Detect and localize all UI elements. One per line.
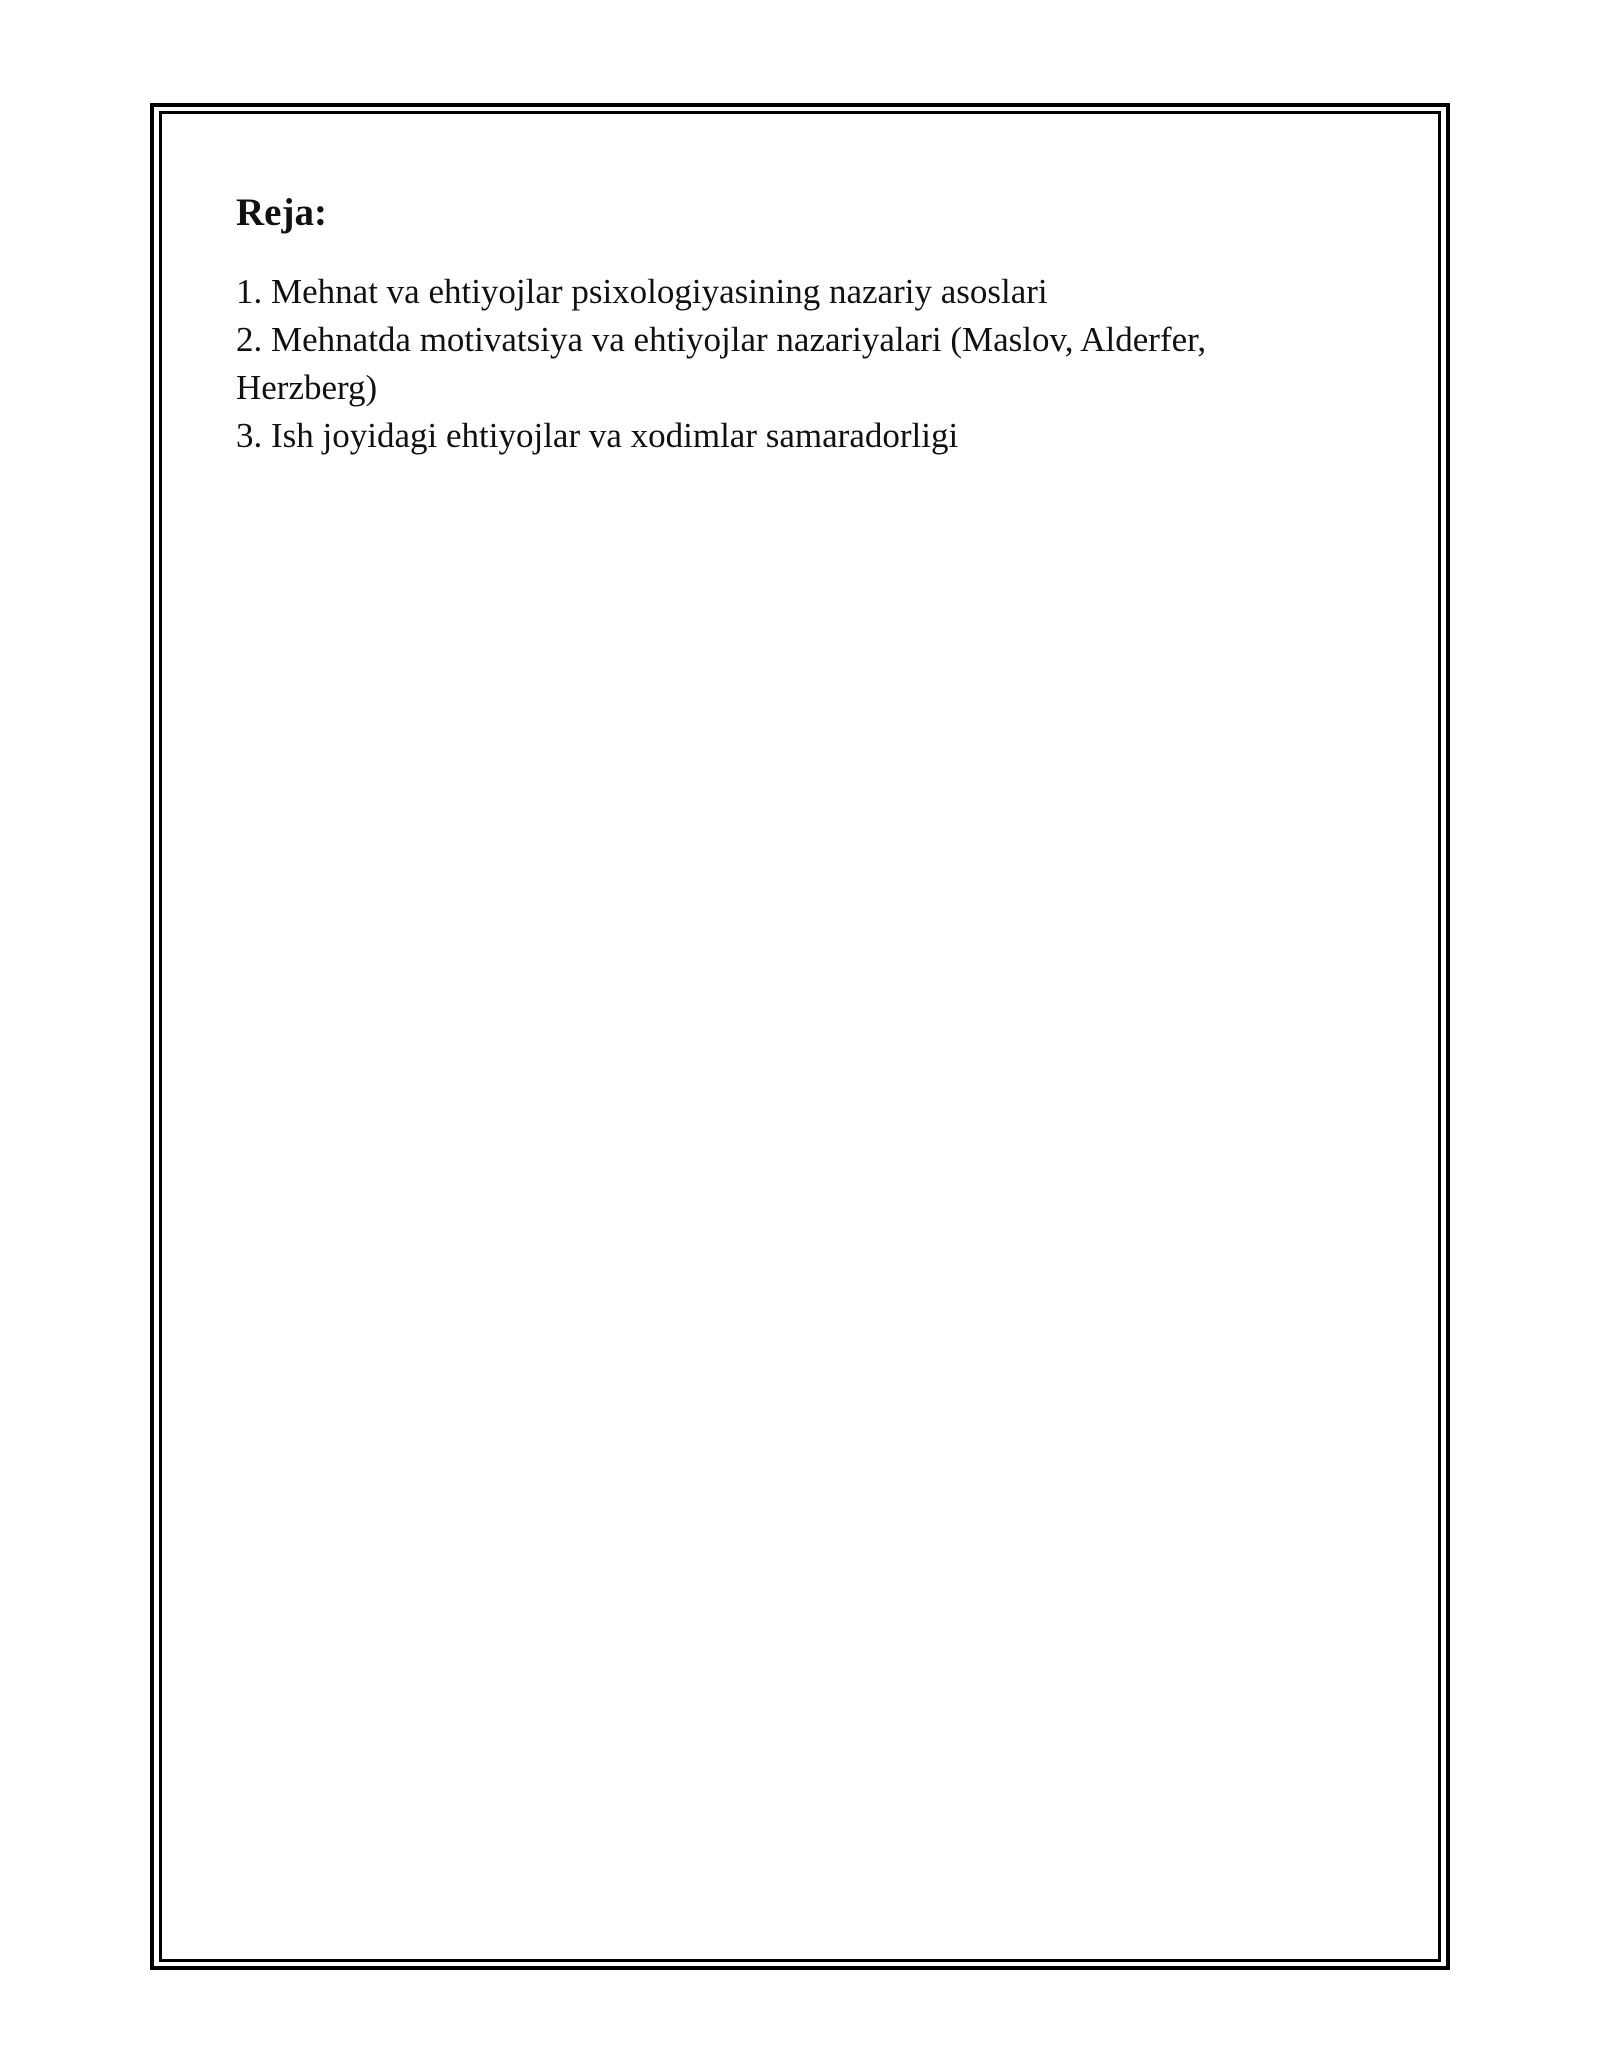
plan-item-1: 1. Mehnat va ehtiyojlar psixologiyasining nazariy asoslari — [236, 272, 1048, 311]
page-content — [236, 186, 1276, 460]
plan-list — [236, 268, 1276, 460]
plan-heading: Reja: — [236, 191, 327, 234]
plan-item-3: 3. Ish joyidagi ehtiyojlar va xodimlar samaradorligi — [236, 416, 959, 455]
plan-item-2: 2. Mehnatda motivatsiya va ehtiyojlar nazariyalari (Maslov, Alderfer, Herzberg) — [236, 320, 1207, 407]
